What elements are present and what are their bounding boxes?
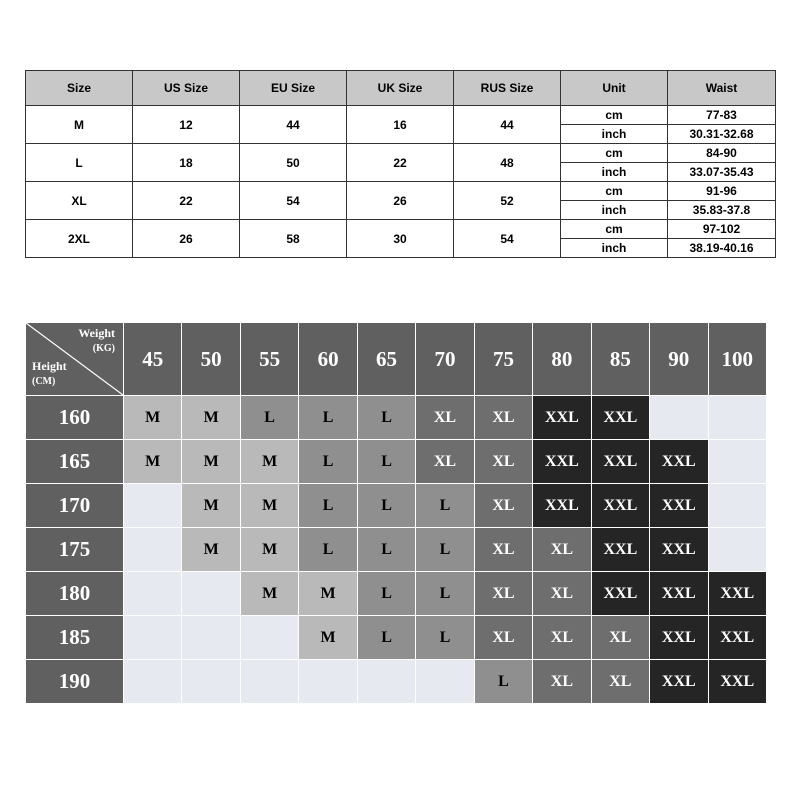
size-cell: XL: [474, 616, 532, 660]
empty-cell: [124, 528, 182, 572]
height-header: 180: [26, 572, 124, 616]
us-size-cell: 12: [133, 106, 240, 144]
unit-cell: cm: [561, 220, 668, 239]
size-cell: XL: [533, 572, 591, 616]
size-cell: XL: [416, 396, 474, 440]
us-size-cell: 26: [133, 220, 240, 258]
height-label: Height: [32, 359, 67, 373]
size-cell: M: [124, 396, 182, 440]
height-row: [26, 484, 767, 528]
column-header-rus: RUS Size: [454, 71, 561, 106]
size-cell: XXL: [591, 396, 649, 440]
size-cell: XXL: [708, 660, 766, 704]
height-row: [26, 528, 767, 572]
height-axis-label: [32, 359, 67, 389]
column-header-waist: Waist: [668, 71, 776, 106]
height-header: 165: [26, 440, 124, 484]
weight-header: 85: [591, 323, 649, 396]
size-cell: L: [299, 440, 357, 484]
empty-cell: [124, 484, 182, 528]
size-cell: XXL: [533, 440, 591, 484]
waist-inch-cell: 33.07-35.43: [668, 163, 776, 182]
column-header-unit: Unit: [561, 71, 668, 106]
size-conversion-table: [25, 70, 776, 258]
size-cell: L: [416, 484, 474, 528]
us-size-cell: 18: [133, 144, 240, 182]
waist-cm-cell: 97-102: [668, 220, 776, 239]
weight-header: 90: [650, 323, 708, 396]
size-cell: XXL: [591, 440, 649, 484]
size-cell: L: [357, 616, 415, 660]
size-cell: XL: [474, 440, 532, 484]
table-row: [26, 106, 776, 125]
uk-size-cell: 16: [347, 106, 454, 144]
table-row: [26, 220, 776, 239]
empty-cell: [708, 484, 766, 528]
rus-size-cell: 48: [454, 144, 561, 182]
size-cell: XXL: [650, 660, 708, 704]
weight-header: 45: [124, 323, 182, 396]
height-row: [26, 396, 767, 440]
size-cell: M: [182, 396, 240, 440]
waist-cm-cell: 84-90: [668, 144, 776, 163]
size-cell: L: [357, 572, 415, 616]
size-cell: XXL: [650, 572, 708, 616]
size-cell: 2XL: [26, 220, 133, 258]
empty-cell: [299, 660, 357, 704]
weight-header: 75: [474, 323, 532, 396]
height-header: 160: [26, 396, 124, 440]
size-cell: XXL: [533, 396, 591, 440]
waist-inch-cell: 30.31-32.68: [668, 125, 776, 144]
column-header-us: US Size: [133, 71, 240, 106]
size-cell: L: [26, 144, 133, 182]
size-cell: XXL: [591, 484, 649, 528]
empty-cell: [708, 396, 766, 440]
size-cell: L: [416, 572, 474, 616]
height-row: [26, 440, 767, 484]
weight-unit: (KG): [92, 343, 115, 354]
empty-cell: [708, 440, 766, 484]
size-cell: XL: [26, 182, 133, 220]
size-cell: L: [416, 616, 474, 660]
height-header: 190: [26, 660, 124, 704]
uk-size-cell: 26: [347, 182, 454, 220]
empty-cell: [182, 616, 240, 660]
corner-header: [26, 323, 124, 396]
size-cell: M: [26, 106, 133, 144]
height-header: 185: [26, 616, 124, 660]
weight-header: 100: [708, 323, 766, 396]
us-size-cell: 22: [133, 182, 240, 220]
size-cell: XXL: [533, 484, 591, 528]
empty-cell: [124, 660, 182, 704]
height-weight-size-chart: [25, 322, 767, 704]
eu-size-cell: 50: [240, 144, 347, 182]
empty-cell: [240, 616, 298, 660]
size-cell: M: [299, 572, 357, 616]
unit-cell: inch: [561, 201, 668, 220]
weight-header: 60: [299, 323, 357, 396]
waist-inch-cell: 35.83-37.8: [668, 201, 776, 220]
size-cell: XXL: [708, 616, 766, 660]
height-row: [26, 616, 767, 660]
size-cell: M: [240, 440, 298, 484]
empty-cell: [416, 660, 474, 704]
weight-label: Weight: [78, 326, 115, 340]
unit-cell: cm: [561, 182, 668, 201]
column-header-eu: EU Size: [240, 71, 347, 106]
height-row: [26, 572, 767, 616]
column-header-uk: UK Size: [347, 71, 454, 106]
size-cell: L: [474, 660, 532, 704]
size-cell: M: [240, 572, 298, 616]
size-cell: M: [124, 440, 182, 484]
weight-header: 50: [182, 323, 240, 396]
waist-cm-cell: 91-96: [668, 182, 776, 201]
size-cell: XL: [474, 572, 532, 616]
size-cell: M: [182, 484, 240, 528]
size-cell: XL: [416, 440, 474, 484]
size-cell: L: [357, 396, 415, 440]
weight-axis-label: [78, 326, 115, 356]
height-weight-body: [26, 396, 767, 704]
size-cell: XL: [474, 484, 532, 528]
empty-cell: [124, 572, 182, 616]
uk-size-cell: 22: [347, 144, 454, 182]
size-cell: L: [416, 528, 474, 572]
uk-size-cell: 30: [347, 220, 454, 258]
empty-cell: [182, 660, 240, 704]
size-cell: XL: [533, 660, 591, 704]
weight-header: 70: [416, 323, 474, 396]
size-cell: XL: [533, 528, 591, 572]
empty-cell: [357, 660, 415, 704]
rus-size-cell: 44: [454, 106, 561, 144]
size-cell: XXL: [650, 484, 708, 528]
weight-header: 65: [357, 323, 415, 396]
size-cell: XL: [591, 616, 649, 660]
size-cell: L: [299, 396, 357, 440]
rus-size-cell: 54: [454, 220, 561, 258]
size-cell: M: [182, 528, 240, 572]
table-row: [26, 144, 776, 163]
size-cell: XXL: [591, 572, 649, 616]
size-cell: XXL: [650, 440, 708, 484]
waist-cm-cell: 77-83: [668, 106, 776, 125]
height-unit: (CM): [32, 376, 56, 387]
unit-cell: inch: [561, 125, 668, 144]
empty-cell: [650, 396, 708, 440]
size-cell: L: [357, 484, 415, 528]
unit-cell: cm: [561, 106, 668, 125]
weight-header-row: [26, 323, 767, 396]
size-cell: M: [240, 484, 298, 528]
size-cell: XL: [474, 396, 532, 440]
size-cell: M: [182, 440, 240, 484]
weight-header: 55: [240, 323, 298, 396]
size-cell: M: [240, 528, 298, 572]
eu-size-cell: 54: [240, 182, 347, 220]
size-cell: XL: [533, 616, 591, 660]
eu-size-cell: 58: [240, 220, 347, 258]
height-header: 170: [26, 484, 124, 528]
size-cell: M: [299, 616, 357, 660]
column-header-size: Size: [26, 71, 133, 106]
waist-inch-cell: 38.19-40.16: [668, 239, 776, 258]
table-row: [26, 182, 776, 201]
empty-cell: [240, 660, 298, 704]
unit-cell: inch: [561, 239, 668, 258]
size-cell: XXL: [650, 616, 708, 660]
size-cell: L: [357, 528, 415, 572]
size-cell: XXL: [708, 572, 766, 616]
size-table-body: [26, 106, 776, 258]
size-cell: XXL: [591, 528, 649, 572]
size-cell: L: [357, 440, 415, 484]
unit-cell: inch: [561, 163, 668, 182]
empty-cell: [708, 528, 766, 572]
height-row: [26, 660, 767, 704]
weight-header: 80: [533, 323, 591, 396]
eu-size-cell: 44: [240, 106, 347, 144]
size-cell: XL: [591, 660, 649, 704]
size-cell: L: [299, 528, 357, 572]
unit-cell: cm: [561, 144, 668, 163]
size-cell: XXL: [650, 528, 708, 572]
rus-size-cell: 52: [454, 182, 561, 220]
size-cell: L: [240, 396, 298, 440]
size-cell: L: [299, 484, 357, 528]
height-header: 175: [26, 528, 124, 572]
empty-cell: [182, 572, 240, 616]
empty-cell: [124, 616, 182, 660]
size-cell: XL: [474, 528, 532, 572]
size-table-header-row: [26, 71, 776, 106]
